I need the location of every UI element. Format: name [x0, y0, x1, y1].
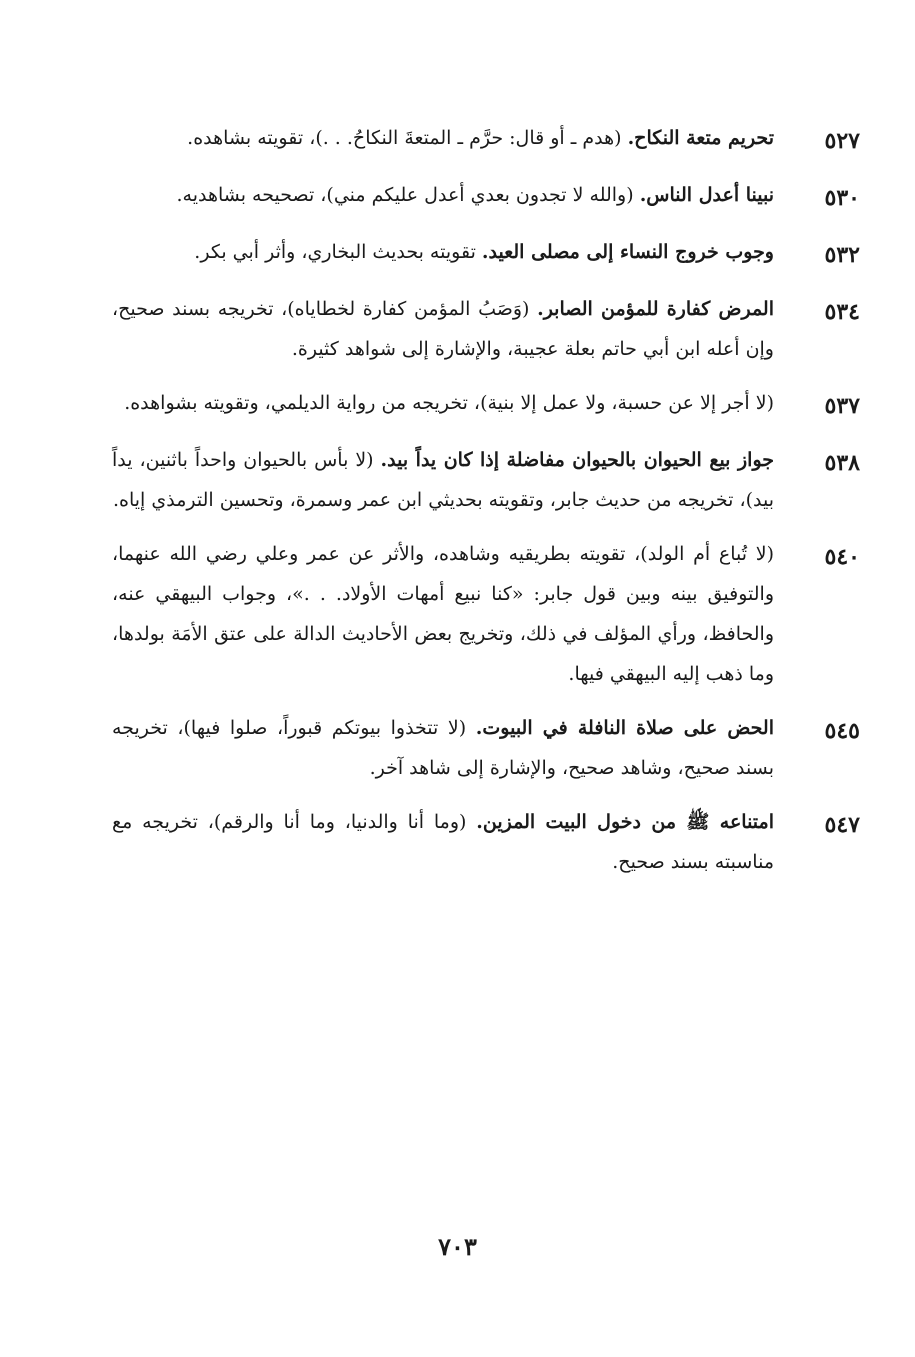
entry-text: (لا أجر إلا عن حسبة، ولا عمل إلا بنية)، تخريجه من رواية الديلمي، وتقويته بشواهده.: [124, 392, 774, 414]
entry-body: [112, 708, 774, 788]
index-entry: [112, 708, 860, 788]
entry-text: (لا تُباع أم الولد)، تقويته بطريقيه وشاهده، والأثر عن عمر وعلي رضي الله عنهما، والتوفيق بينه وبين قول جابر: «كنا نبيع أمهات الأولاد. . .»، وجواب البيهقي عنه، والحافظ، ورأي المؤلف في ذلك، وتخريج بعض الأحاديث الدالة على عتق الأمَة بولدها، وما ذهب إليه البيهقي فيها.: [112, 543, 774, 685]
entry-text: تقويته بحديث البخاري، وأثر أبي بكر.: [194, 241, 482, 263]
entry-text: (لا بأس بالحيوان واحداً باثنين، يداً بيد)، تخريجه من حديث جابر، وتقويته بحديثي ابن عمر وسمرة، وتحسين الترمذي إياه.: [112, 449, 774, 511]
index-entry: [112, 118, 860, 161]
entry-title: جواز بيع الحيوان بالحيوان مفاضلة إذا كان يداً بيد.: [380, 449, 775, 471]
index-entry: [112, 440, 860, 520]
index-entry: [112, 534, 860, 694]
entry-title: وجوب خروج النساء إلى مصلى العيد.: [481, 241, 774, 263]
entry-text: (لا تتخذوا بيوتكم قبوراً، صلوا فيها)، تخريجه بسند صحيح، وشاهد صحيح، والإشارة إلى شاهد آخر.: [112, 717, 774, 779]
entry-body: [112, 534, 774, 694]
index-entry: [112, 802, 860, 882]
entry-body: [112, 232, 774, 272]
entry-text: (وَصَبُ المؤمن كفارة لخطاياه)، تخريجه بسند صحيح، وإن أعله ابن أبي حاتم بعلة عجيبة، والإشارة إلى شواهد كثيرة.: [112, 298, 774, 360]
entry-body: [112, 175, 774, 215]
entry-number: ٥٣٧: [824, 393, 860, 419]
index-entry: [112, 289, 860, 369]
entry-number: ٥٣٨: [824, 450, 860, 476]
entry-title: امتناعه ﷺ من دخول البيت المزين.: [476, 811, 775, 833]
index-entry: [112, 232, 860, 275]
entry-number: ٥٣٤: [824, 299, 860, 325]
entry-body: [112, 289, 774, 369]
entry-number: ٥٢٧: [824, 128, 860, 154]
entry-body: [112, 440, 774, 520]
entry-title: نبينا أعدل الناس.: [639, 184, 774, 206]
entry-number: ٥٣٢: [824, 242, 860, 268]
index-entries: [112, 118, 860, 882]
index-entry: [112, 175, 860, 218]
page-number: ٧٠٣: [438, 1232, 477, 1261]
entry-body: [112, 802, 774, 882]
entry-body: [112, 383, 774, 423]
entry-number: ٥٣٠: [824, 185, 860, 211]
entry-text: (هدم ـ أو قال: حرَّم ـ المتعةَ النكاحُ. . .)، تقويته بشاهده.: [187, 127, 628, 149]
entry-text: (والله لا تجدون بعدي أعدل عليكم مني)، تصحيحه بشاهديه.: [176, 184, 640, 206]
index-entry: [112, 383, 860, 426]
entry-number: ٥٤٥: [824, 718, 860, 744]
entry-text: (وما أنا والدنيا، وما أنا والرقم)، تخريجه مع مناسبته بسند صحيح.: [112, 811, 774, 873]
entry-title: المرض كفارة للمؤمن الصابر.: [537, 298, 774, 320]
entry-title: تحريم متعة النكاح.: [627, 127, 774, 149]
entry-number: ٥٤٧: [824, 812, 860, 838]
entry-body: [112, 118, 774, 158]
entry-number: ٥٤٠: [824, 544, 860, 570]
entry-title: الحض على صلاة النافلة في البيوت.: [475, 717, 774, 739]
